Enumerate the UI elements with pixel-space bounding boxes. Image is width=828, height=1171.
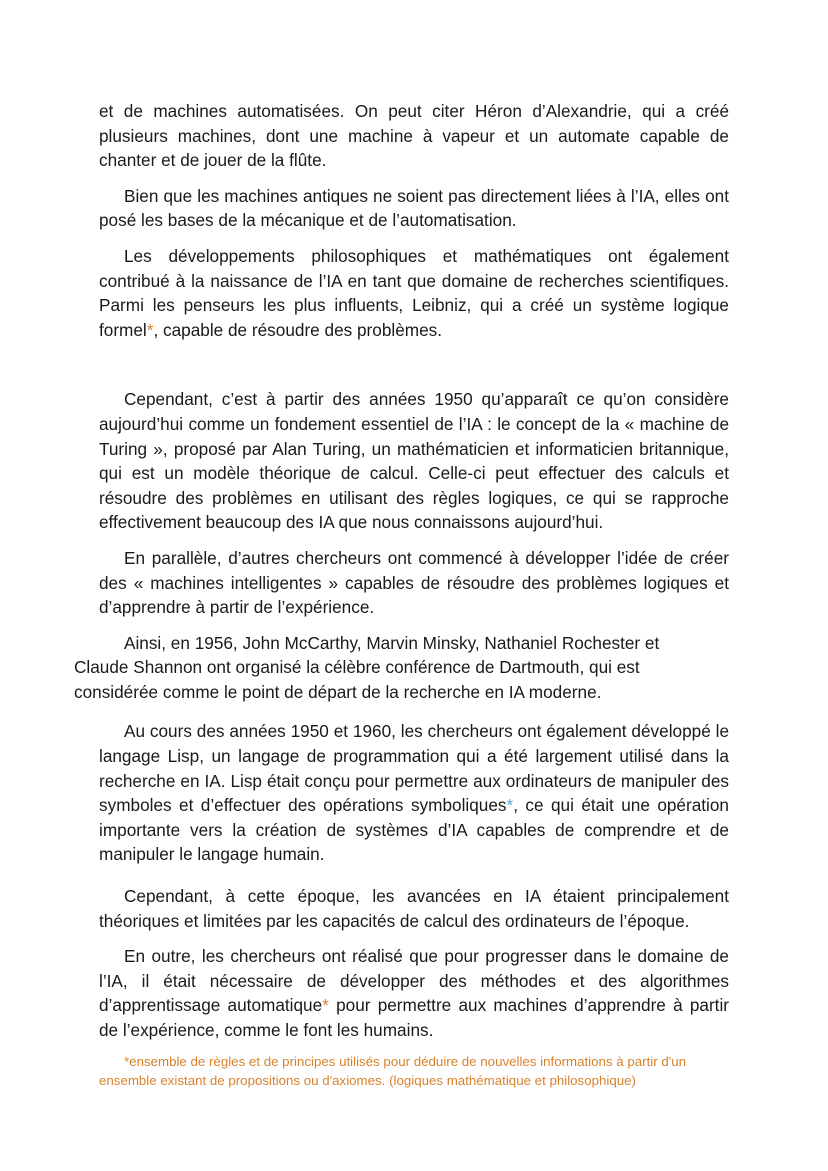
paragraph-lisp-text-end: , ce qui était une opération importante vers la création de systèmes d’IA capables de comprendre et de manipuler le langage humain. xyxy=(99,795,729,865)
paragraph-dartmouth-line2: Claude Shannon ont organisé la célèbre conférence de Dartmouth, qui est xyxy=(74,657,640,678)
footnote-marker-blue: * xyxy=(506,795,514,816)
footnote-marker: * xyxy=(322,995,329,1016)
paragraph-leibniz-text: Les développements philosophiques et mathématiques ont également contribué à la naissance de l’IA en tant que domaine de recherches scientifiques. Parmi les penseurs les plus influents, Leibniz, qui a créé un système logique formel xyxy=(99,245,729,340)
paragraph-lisp xyxy=(99,719,729,867)
paragraph-lisp-text: Au cours des années 1950 et 1960, les chercheurs ont également développé le langage Lisp, un langage de programmation qui a été largement utilisé dans la recherche en IA. Lisp était conçu pour permettre aux ordinateurs de manipuler des symboles et d’effectuer des opérations symboliques xyxy=(99,721,729,816)
paragraph-dartmouth-line3: considérée comme le point de départ de la recherche en IA moderne. xyxy=(74,681,602,702)
paragraph-dartmouth-line1: Ainsi, en 1956, John McCarthy, Marvin Minsky, Nathaniel Rochester et xyxy=(124,632,660,653)
paragraph-machine-learning-text: En outre, les chercheurs ont réalisé que pour progresser dans le domaine de l’IA, il était nécessaire de développer des méthodes et des algorithmes d’apprentissage automatique xyxy=(99,946,729,1016)
paragraph-leibniz xyxy=(99,244,729,342)
footnote-marker: * xyxy=(146,319,154,340)
paragraph-turing: Cependant, c’est à partir des années 1950 qu’apparaît ce qu’on considère aujourd’hui comme un fondement essentiel de l’IA : le concept de la « machine de Turing », proposé par Alan Turing, un mathématicien et informaticien britannique, qui est un modèle théorique de calcul. Celle-ci peut effectuer des calculs et résoudre des problèmes en utilisant des règles logiques, ce qui se rapproche effectivement beaucoup des IA que nous connaissons aujourd’hui. xyxy=(99,389,729,533)
paragraph-machine-learning xyxy=(99,944,729,1042)
paragraph-machine-learning-text-end: pour permettre aux machines d’apprendre à partir de l’expérience, comme le font les humains. xyxy=(99,995,729,1040)
paragraph-dartmouth xyxy=(74,631,729,705)
document-page xyxy=(74,99,729,1091)
paragraph-intelligent-machines: En parallèle, d’autres chercheurs ont commencé à développer l’idée de créer des « machines intelligentes » capables de résoudre des problèmes logiques et d’apprendre à partir de l’expérience. xyxy=(99,547,729,618)
footnote: *ensemble de règles et de principes utilisés pour déduire de nouvelles informations à partir d'un ensemble existant de propositions ou d'axiomes. (logiques mathématique et philosophique) xyxy=(99,1053,687,1089)
paragraph-leibniz-text-end: , capable de résoudre des problèmes. xyxy=(153,319,443,340)
paragraph-antique-machines: Bien que les machines antiques ne soient pas directement liées à l’IA, elles ont posé les bases de la mécanique et de l’automatisation. xyxy=(99,185,729,231)
paragraph-heron: et de machines automatisées. On peut citer Héron d’Alexandrie, qui a créé plusieurs machines, dont une machine à vapeur et un automate capable de chanter et de jouer de la flûte. xyxy=(99,101,729,171)
paragraph-limitations: Cependant, à cette époque, les avancées en IA étaient principalement théoriques et limitées par les capacités de calcul des ordinateurs de l’époque. xyxy=(99,886,729,931)
